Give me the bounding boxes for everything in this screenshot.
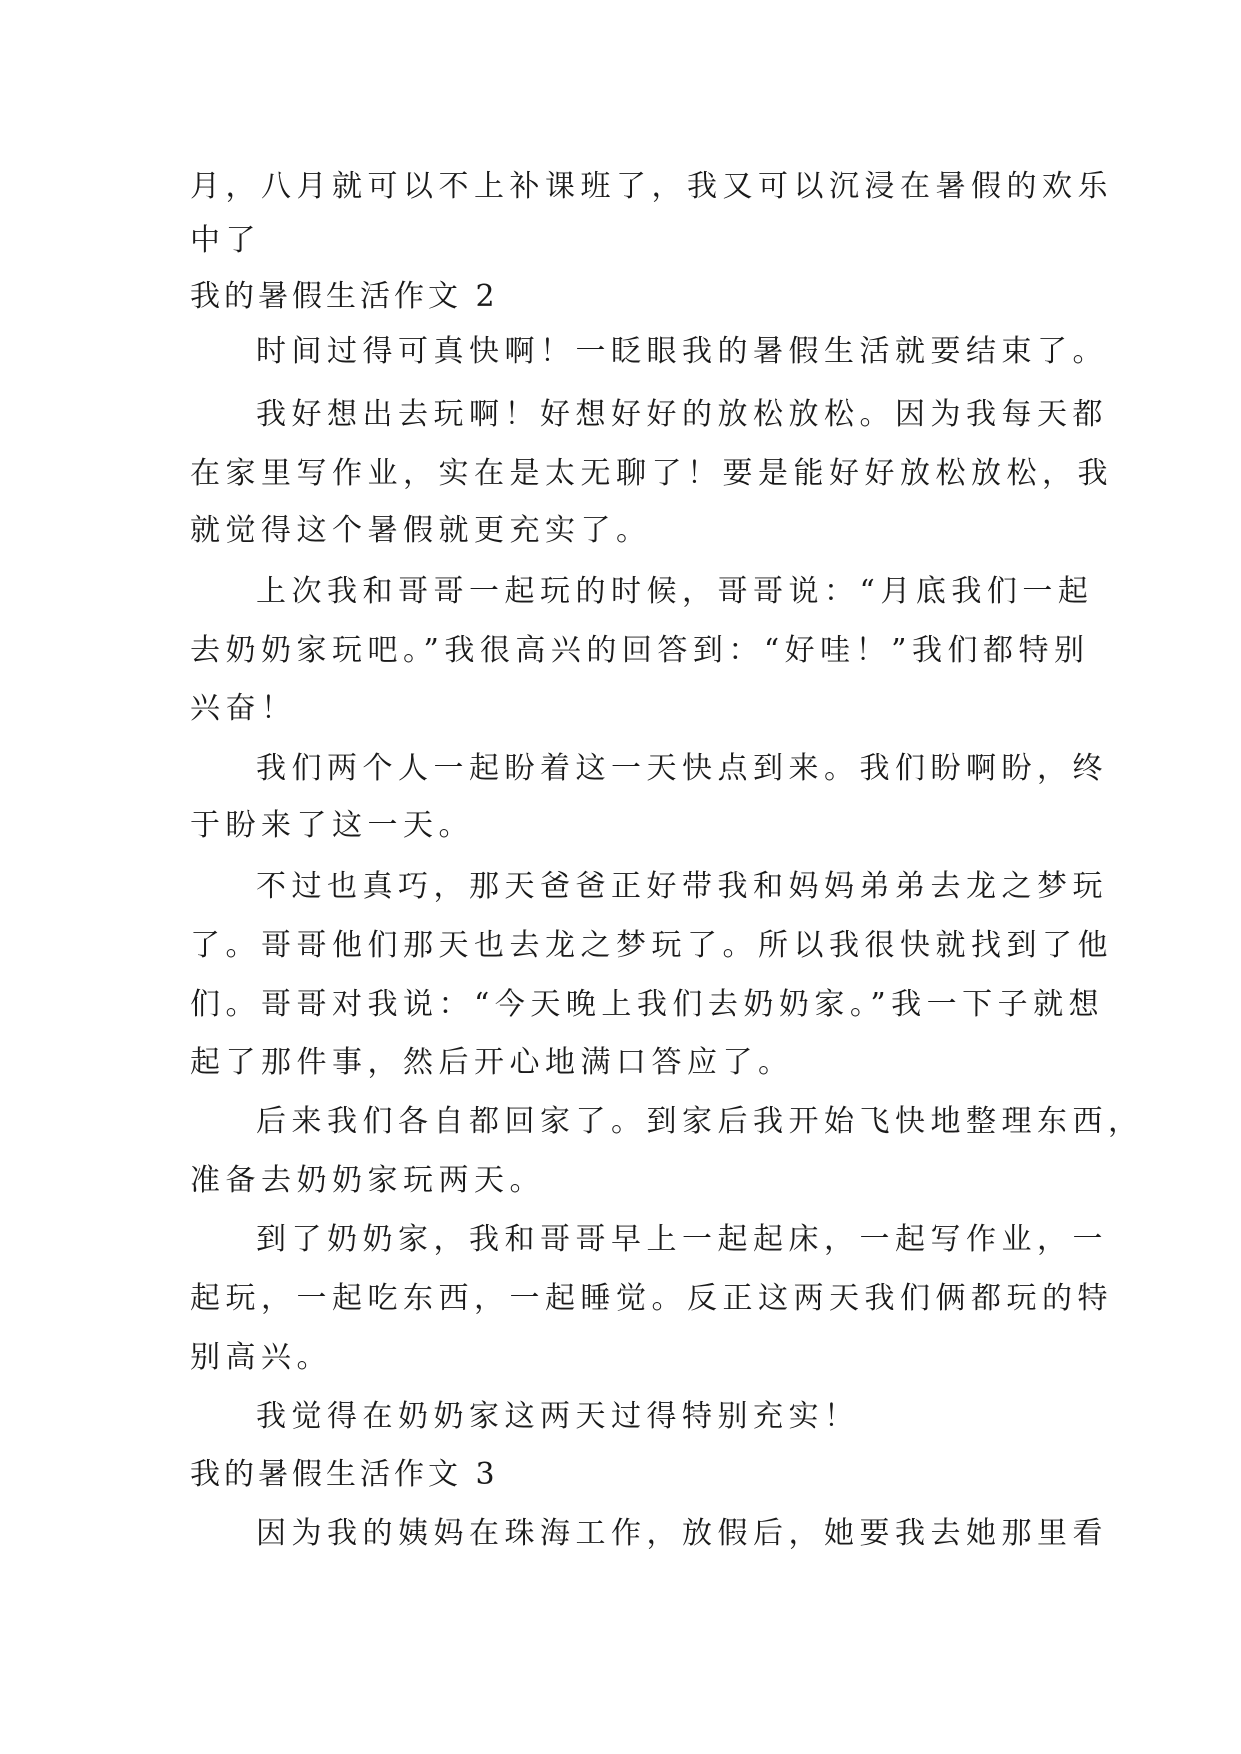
- text-line: 准备去奶奶家玩两天。: [190, 1163, 545, 1198]
- paragraph-line: 因为我的姨妈在珠海工作，放假后，她要我去她那里看: [256, 1516, 1108, 1551]
- section-heading: 我的暑假生活作文 3: [190, 1457, 499, 1492]
- paragraph-line: 后来我们各自都回家了。到家后我开始飞快地整理东西，: [256, 1104, 1144, 1139]
- text-line: 别高兴。: [190, 1340, 332, 1375]
- text-line: 兴奋！: [190, 691, 297, 726]
- section-heading: 我的暑假生活作文 2: [190, 279, 499, 314]
- text-line: 去奶奶家玩吧。”我很高兴的回答到：“好哇！”我们都特别: [190, 633, 1090, 668]
- text-line: 起了那件事，然后开心地满口答应了。: [190, 1045, 794, 1080]
- text-line: 们。哥哥对我说：“今天晚上我们去奶奶家。”我一下子就想: [190, 987, 1105, 1022]
- paragraph-line: 我好想出去玩啊！好想好好的放松放松。因为我每天都: [256, 397, 1108, 432]
- paragraph-line: 上次我和哥哥一起玩的时候，哥哥说：“月底我们一起: [256, 574, 1094, 609]
- paragraph-line: 我们两个人一起盼着这一天快点到来。我们盼啊盼，终: [256, 751, 1108, 786]
- text-line: 了。哥哥他们那天也去龙之梦玩了。所以我很快就找到了他: [190, 928, 1113, 963]
- text-line: 于盼来了这一天。: [190, 808, 474, 843]
- text-line: 月，八月就可以不上补课班了，我又可以沉浸在暑假的欢乐: [190, 169, 1113, 204]
- paragraph-line: 时间过得可真快啊！一眨眼我的暑假生活就要结束了。: [256, 334, 1108, 369]
- text-line: 中了: [190, 223, 261, 258]
- paragraph-line: 不过也真巧，那天爸爸正好带我和妈妈弟弟去龙之梦玩: [256, 869, 1108, 904]
- paragraph-line: 我觉得在奶奶家这两天过得特别充实！: [256, 1399, 860, 1434]
- text-line: 起玩，一起吃东西，一起睡觉。反正这两天我们俩都玩的特: [190, 1281, 1113, 1316]
- paragraph-line: 到了奶奶家，我和哥哥早上一起起床，一起写作业，一: [256, 1222, 1108, 1257]
- text-line: 在家里写作业，实在是太无聊了！要是能好好放松放松，我: [190, 456, 1113, 491]
- text-line: 就觉得这个暑假就更充实了。: [190, 513, 652, 548]
